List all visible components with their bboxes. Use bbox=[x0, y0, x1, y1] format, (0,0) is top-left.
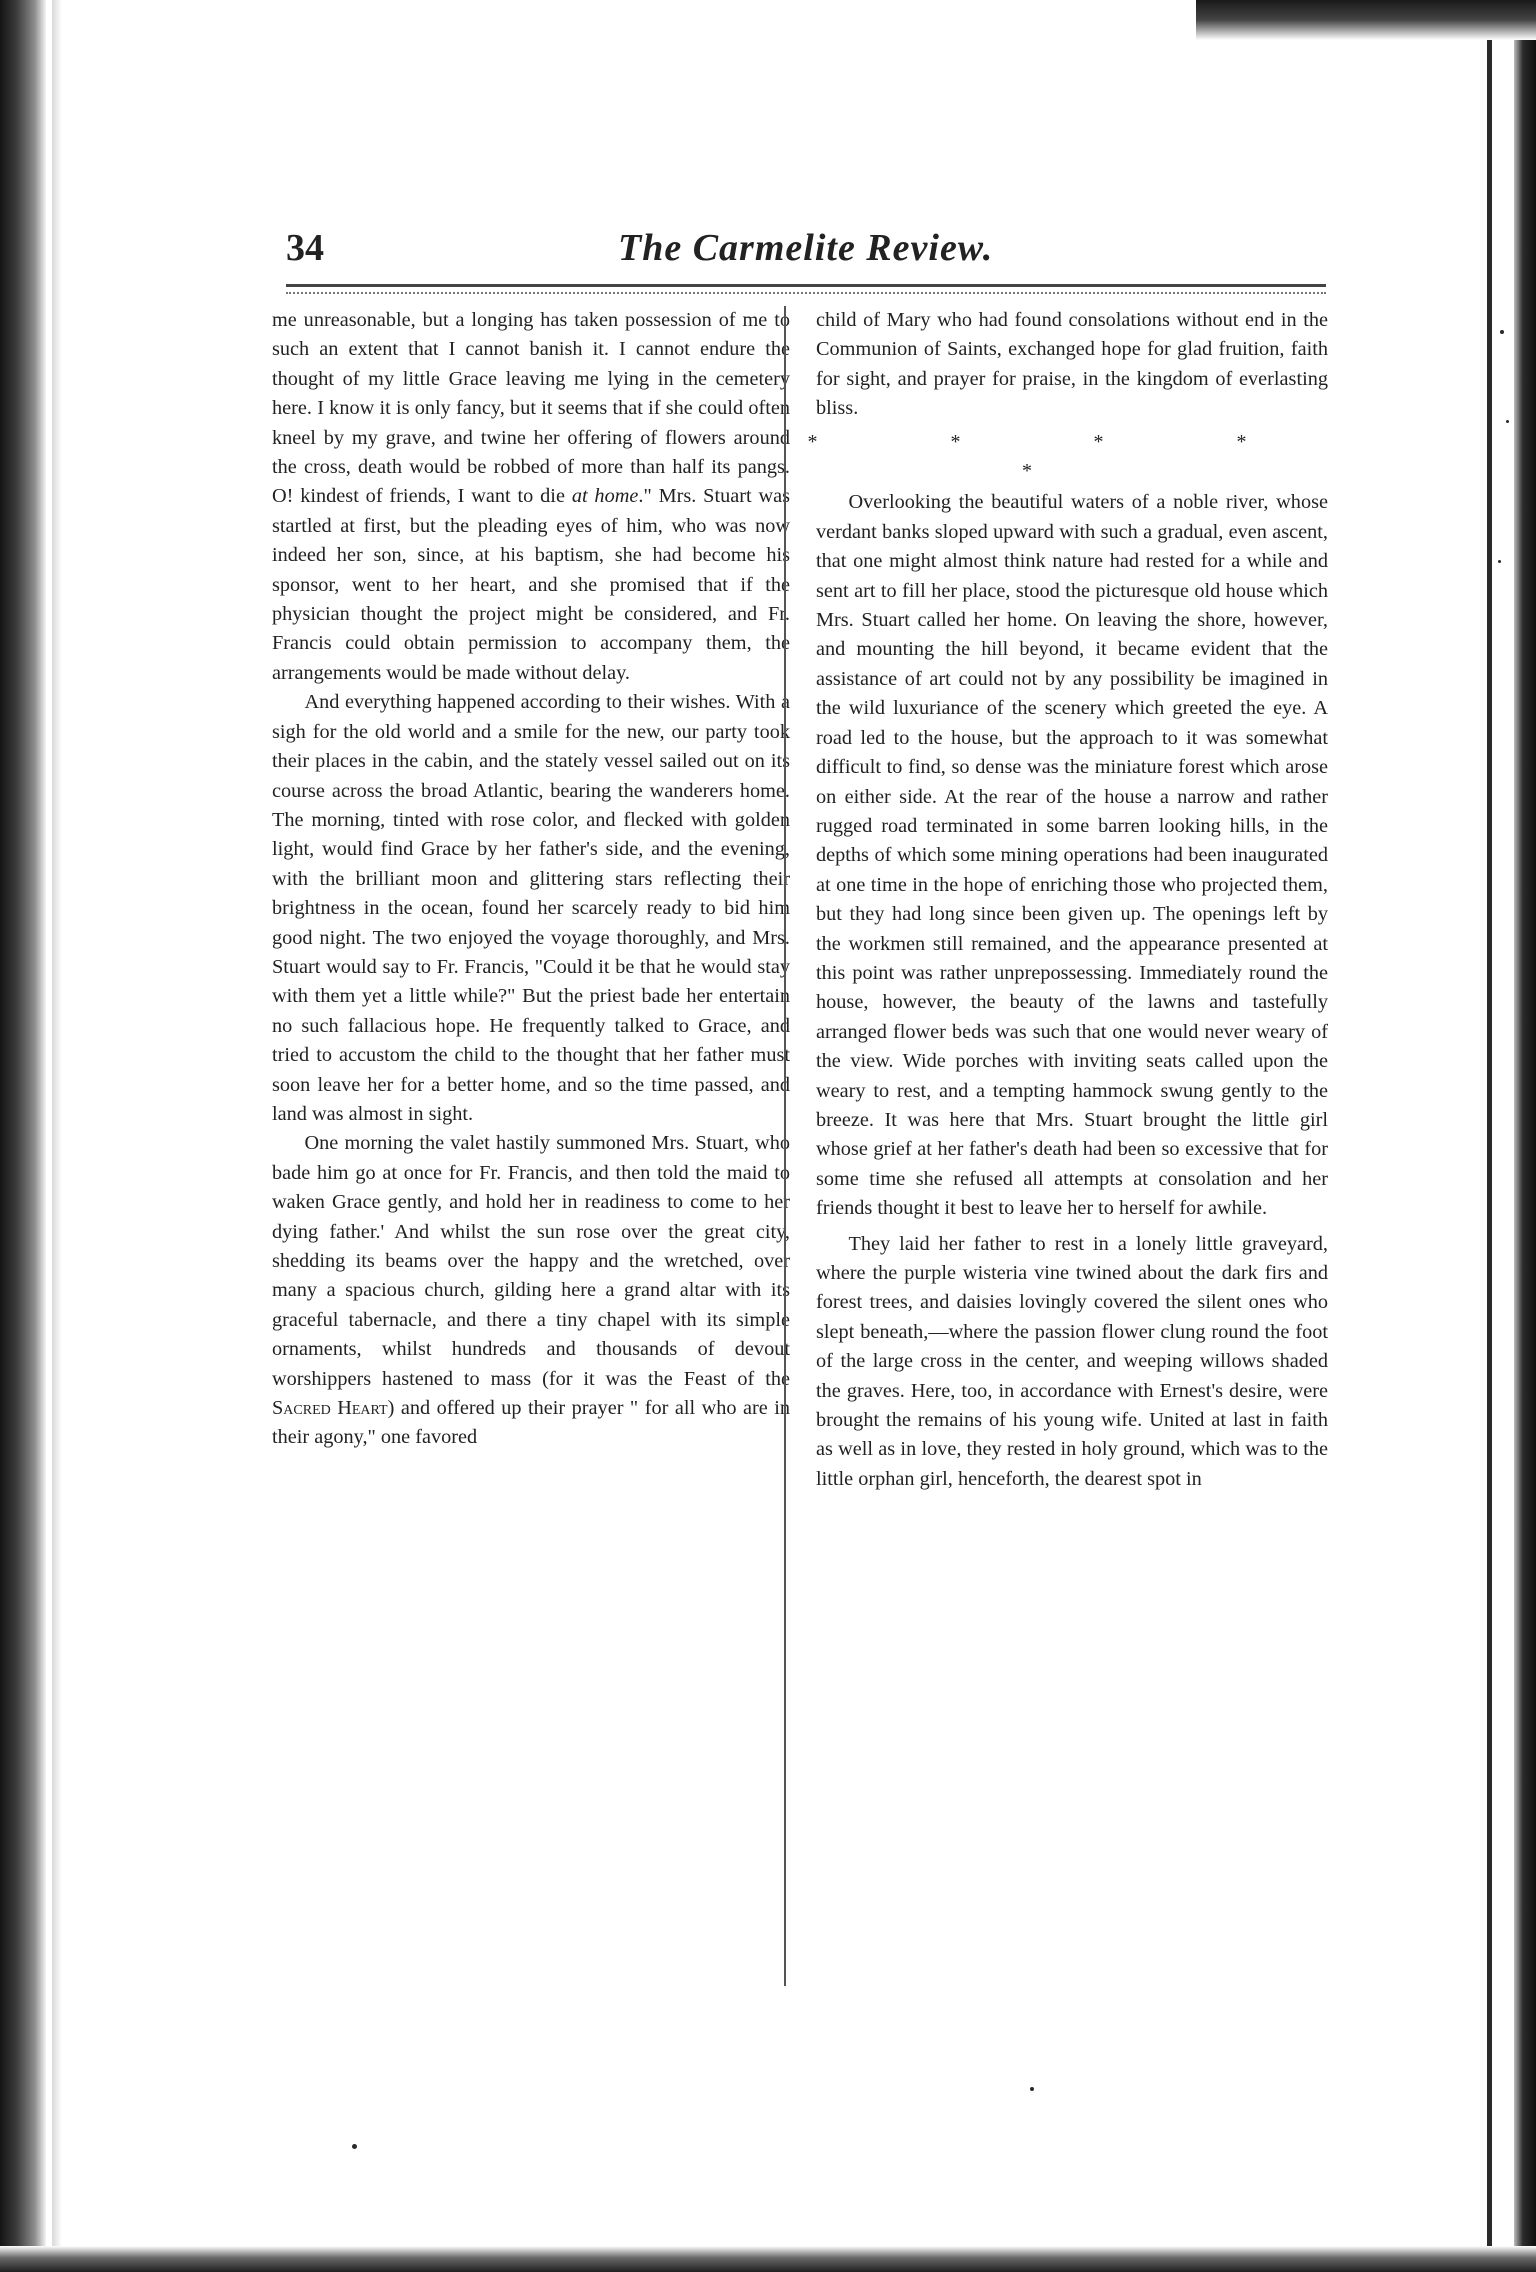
left-paragraph-3-smallcaps: Sacred Heart bbox=[272, 1397, 388, 1420]
scan-edge-right-line bbox=[1487, 40, 1492, 2272]
right-paragraph-2: Overlooking the beautiful waters of a noble river, whose verdant banks sloped upward with such a gradual, even ascent, that one might almost think nature had rested for a while and sent art to fill her place, stood the picturesque old house which Mrs. Stuart called her home. On leaving the shore, however, and mounting the hill beyond, it became evident that the assistance of art could not by any possibility be imagined in the wild luxuriance of the scenery which greeted the eye. A road led to the house, but the approach to it was somewhat difficult to find, so dense was the miniature forest which arose on either side. At the rear of the house a narrow and rather rugged road terminated in some barren looking hills, in the depths of which some mining operations had been inaugurated at one time in the hope of enriching those who projected them, but they had long since been given up. The openings left by the workmen still remained, and the appearance presented at this point was rather unprepossessing. Immediately round the house, however, the beauty of the lawns and tastefully arranged flower beds was such that one would never weary of the view. Wide porches with inviting seats called upon the weary to rest, and a tempting hammock swung gently to the breeze. It was here that Mrs. Stuart brought the little girl whose grief at her father's death had been so excessive that for some time she refused all attempts at consolation and her friends thought it best to leave her to herself for awhile. bbox=[816, 491, 1328, 1220]
scan-speck bbox=[1500, 330, 1504, 334]
scan-edge-left bbox=[0, 0, 46, 2272]
right-column bbox=[790, 306, 1328, 1494]
running-title: The Carmelite Review. bbox=[618, 227, 994, 269]
right-paragraph-3: They laid her father to rest in a lonely little graveyard, where the purple wisteria vine twined about the dark firs and forest trees, and daisies lovingly covered the silent ones who slept beneath,—where the passion flower clung round the foot of the large cross in the center, and weeping willows shaded the graves. Here, too, in accordance with Ernest's desire, were brought the remains of his young wife. United at last in faith as well as in love, they rested in holy ground, which was to the little orphan girl, henceforth, the dearest spot in bbox=[816, 1232, 1328, 1490]
left-paragraph-3 bbox=[272, 1129, 790, 1452]
page-header bbox=[286, 226, 1326, 280]
scan-edge-right bbox=[1514, 40, 1536, 2272]
scan-edge-bottom bbox=[0, 2246, 1536, 2272]
left-paragraph-2: And everything happened according to their wishes. With a sigh for the old world and a smile for the new, our party took their places in the cabin, and the stately vessel sailed out on its course across the broad Atlantic, bearing the wanderers home. The morning, tinted with rose color, and flecked with golden light, would find Grace by her father's side, and the evening, with the brilliant moon and glittering stars reflecting their brightness in the ocean, found her scarcely ready to bid him good night. The two enjoyed the voyage thoroughly, and Mrs. Stuart would say to Fr. Francis, "Could it be that he would stay with them yet a little while?" But the priest bade her entertain no such fallacious hope. He frequently talked to Grace, and tried to accustom the child to the thought that her father must soon leave her for a better home, and so the time passed, and land was almost in sight. bbox=[272, 691, 790, 1125]
section-break-asterisks: * * * * * bbox=[807, 430, 1311, 483]
scan-speck bbox=[352, 2144, 357, 2149]
scan-edge-left-inner bbox=[52, 0, 62, 2272]
left-paragraph-1-text: me unreasonable, but a longing has taken possession of me to such an extent that I cannot banish it. I cannot endure the thought of my little Grace leaving me lying in the cemetery here. I know it is only fancy, but it seems that if she could often kneel by my grave, and twine her offering of flowers around the cross, death would be robbed of more than half its pangs. O! kindest of friends, I want to die bbox=[272, 309, 790, 508]
column-divider bbox=[784, 306, 786, 1986]
scan-speck bbox=[1030, 2087, 1034, 2091]
left-paragraph-1-italic: at home bbox=[571, 485, 639, 508]
left-paragraph-1-end: ." Mrs. Stuart was startled at first, but the pleading eyes of him, who was now indeed her son, since, at his baptism, she had become his sponsor, went to her heart, and she promised that if the physician thought the project might be considered, and Fr. Francis could obtain permission to accompany them, the arrangements would be made without delay. bbox=[272, 485, 791, 684]
scan-edge-top-right bbox=[1196, 0, 1536, 40]
header-rule bbox=[286, 284, 1326, 287]
right-paragraph-1: child of Mary who had found consolations without end in the Communion of Saints, exchanged hope for glad fruition, faith for sight, and prayer for praise, in the kingdom of everlasting bliss. bbox=[816, 309, 1328, 420]
left-column bbox=[272, 306, 790, 1453]
page-number: 34 bbox=[286, 227, 324, 269]
scan-speck bbox=[1506, 420, 1509, 423]
left-paragraph-3-text: One morning the valet hastily summoned Mrs. Stuart, who bade him go at once for Fr. Francis, and then told the maid to waken Grace gently, and hold her in readiness to come to her dying father.' And whilst the sun rose over the great city, shedding its beams over the happy and the wretched, over many a spacious church, gilding here a grand altar with its graceful tabernacle, and there a tiny chapel with its simple ornaments, whilst hundreds and thousands of devout worshippers hastened to mass (for it was the Feast of the bbox=[272, 1132, 790, 1390]
scan-speck bbox=[1498, 560, 1501, 563]
header-rule-dotted bbox=[286, 292, 1326, 294]
left-paragraph-3-end: ) and offered up their prayer " for all who are in their agony," one favored bbox=[272, 1397, 791, 1449]
left-paragraph-1 bbox=[272, 306, 790, 688]
